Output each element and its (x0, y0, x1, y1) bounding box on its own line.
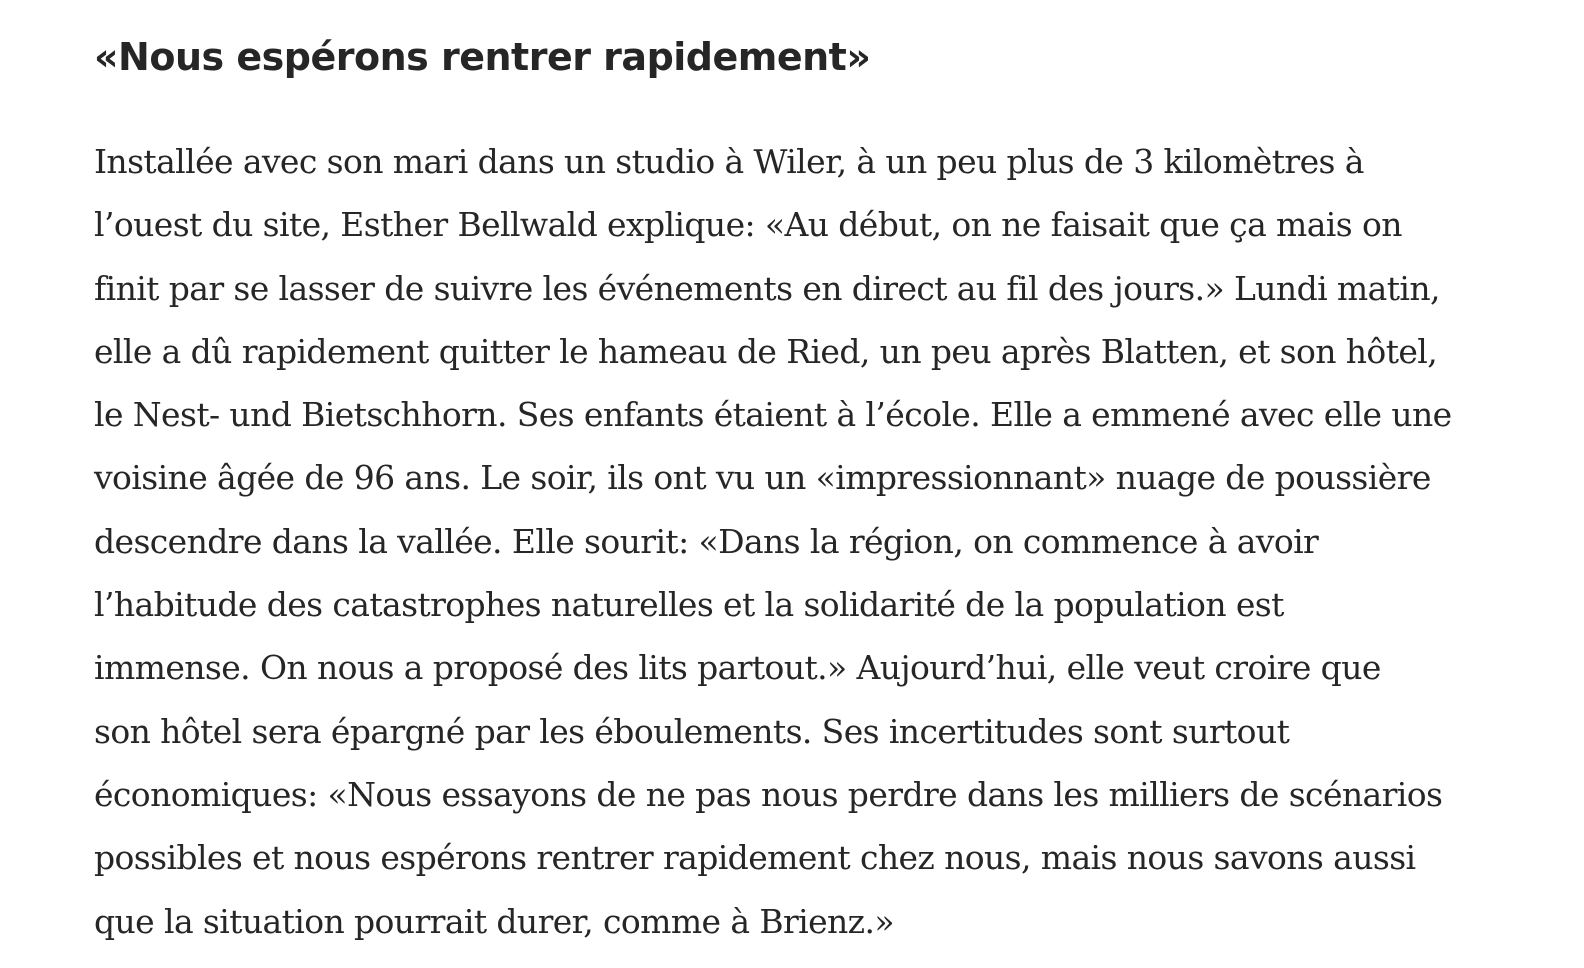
paragraph-line: voisine âgée de 96 ans. Le soir, ils ont vu un «impressionnant» nuage de poussière (94, 458, 1431, 498)
paragraph-line: l’habitude des catastrophes naturelles et la solidarité de la population est (94, 585, 1284, 625)
paragraph-line: descendre dans la vallée. Elle sourit: «Dans la région, on commence à avoir (94, 521, 1319, 561)
paragraph-line: possibles et nous espérons rentrer rapidement chez nous, mais nous savons aussi (94, 838, 1416, 878)
paragraph-line: le Nest- und Bietschhorn. Ses enfants étaient à l’école. Elle a emmené avec elle une (94, 395, 1452, 435)
section-heading: «Nous espérons rentrer rapidement» (94, 35, 871, 79)
paragraph-line: elle a dû rapidement quitter le hameau de Ried, un peu après Blatten, et son hôtel, (94, 331, 1438, 371)
paragraph-line: que la situation pourrait durer, comme à Brienz.» (94, 901, 894, 941)
paragraph-line: son hôtel sera épargné par les éboulements. Ses incertitudes sont surtout (94, 711, 1290, 751)
paragraph-line: Installée avec son mari dans un studio à Wiler, à un peu plus de 3 kilomètres à (94, 142, 1364, 181)
article-section (94, 30, 1544, 953)
paragraph-line: immense. On nous a proposé des lits partout.» Aujourd’hui, elle veut croire que (94, 648, 1381, 688)
paragraph-line: finit par se lasser de suivre les événements en direct au fil des jours.» Lundi matin, (94, 268, 1440, 308)
paragraph-line: l’ouest du site, Esther Bellwald explique: «Au début, on ne faisait que ça mais on (94, 205, 1402, 245)
paragraph-line: économiques: «Nous essayons de ne pas nous perdre dans les milliers de scénarios (94, 774, 1443, 814)
article-paragraph (94, 130, 1544, 953)
